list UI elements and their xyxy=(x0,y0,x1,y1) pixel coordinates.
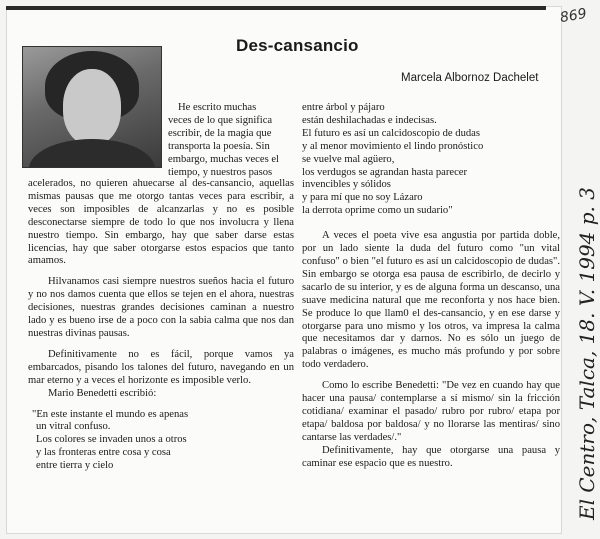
poem-line: se vuelve mal agüero, xyxy=(302,153,395,165)
photo-shoulders xyxy=(29,139,155,168)
poem-line: y para mí que no soy Lázaro xyxy=(302,192,423,204)
paragraph: Definitivamente, hay que otorgarse una pausa y caminar ese espacio que es nuestro. xyxy=(302,444,560,469)
paragraph: Hilvanamos casi siempre nuestros sueños hacia el futuro y no nos damos cuenta que ellos se tejen en el ahora, nuestras decisiones, nuestras grandes decisiones caminan a nuestro lado y es bueno irse de a poco con la sabia calma que nos dan nuestras divinas pausas. xyxy=(28,276,294,339)
paragraph: acelerados, no quieren ahuecarse al des-cansancio, aquellas mismas pausas que me otorgo tantas veces para escribir, a veces son imposibles de alcanzarlas y no es posible desconectarse siempre de todo lo que nos involucra y llena nuestro tiempo. Sin embargo, hay que saber darse estas licencias, hay que saber otorgarse estos espacios que tanto amamos. xyxy=(28,178,294,267)
handwritten-source-note: El Centro, Talca, 18. V. 1994 p. 3 xyxy=(575,187,599,520)
text-line: embargo, muchas veces el xyxy=(168,153,279,165)
paragraph: Mario Benedetti escribió: xyxy=(48,387,157,399)
text-line: escribir, de la magia que xyxy=(168,127,272,139)
poem-line: "En este instante el mundo es apenas xyxy=(32,408,189,420)
top-rule xyxy=(6,6,546,10)
text-line: He escrito muchas xyxy=(178,102,257,113)
poem-line: la derrota oprime como un sudario" xyxy=(302,205,453,217)
text-line: tiempo, y nuestros pasos xyxy=(168,166,273,178)
poem-line: están deshilachadas e indecisas. xyxy=(302,114,437,126)
text-beside-photo xyxy=(168,102,294,179)
article-title: Des-cansancio xyxy=(236,36,359,55)
poem-line: entre tierra y cielo xyxy=(36,460,114,472)
poem-line: un vitral confuso. xyxy=(36,421,111,433)
photo-face xyxy=(63,69,121,145)
text-line: veces de lo que significa xyxy=(168,114,273,126)
left-column xyxy=(28,178,294,473)
handwritten-page-number: 869 xyxy=(558,5,588,27)
author-photo xyxy=(22,46,162,168)
text-line: transporta la poesía. Sin xyxy=(168,140,270,152)
poem-line: y al menor movimiento el lindo pronóstico xyxy=(302,140,484,152)
poem-line: entre árbol y pájaro xyxy=(302,102,385,113)
right-column xyxy=(302,102,560,470)
poem-line: El futuro es así un calcidoscopio de dudas xyxy=(302,127,480,139)
poem-line: Los colores se invaden unos a otros xyxy=(36,434,187,446)
poem-line: invencibles y sólidos xyxy=(302,179,391,191)
paragraph: A veces el poeta vive esa angustia por partida doble, por un lado siente la duda del futuro como "un vital confuso" o bien "el futuro es así un calcidoscopio de dudas". Sin embargo se otorga esa pausa de escribirlo, de decirlo y sacarlo de su interior, y es de alguna forma un descanso, una suave medicina natural que me reconforta y nos hace bien. Se produce lo que llam0 el des-cansancio, y en ese darse y otorgarse para uno mismo y los otros, va impresa la calma que necesitamos dar y darnos. No es sólo un juego de palabras o imágenes, es mucho más profundo y por sobre todo verdadero. xyxy=(302,230,560,371)
newspaper-clipping xyxy=(6,6,562,534)
paragraph: Definitivamente no es fácil, porque vamos ya embarcados, pisando los talones del futuro, navegando en un mar eterno y a veces el horizonte es imposible verlo. xyxy=(28,348,294,386)
poem-line: los verdugos se agrandan hasta parecer xyxy=(302,166,468,178)
paragraph: Como lo escribe Benedetti: "De vez en cuando hay que hacer una pausa/ contemplarse a sí mismo/ sin la fricción cotidiana/ examinar el pasado/ rubro por rubro/ etapa por etapa/ baldosa por baldosa/ y no llorarse las mentiras/ sino cantarse las verdades/." xyxy=(302,380,560,443)
article-author: Marcela Albornoz Dachelet xyxy=(401,72,539,84)
poem-line: y las fronteras entre cosa y cosa xyxy=(36,447,171,459)
